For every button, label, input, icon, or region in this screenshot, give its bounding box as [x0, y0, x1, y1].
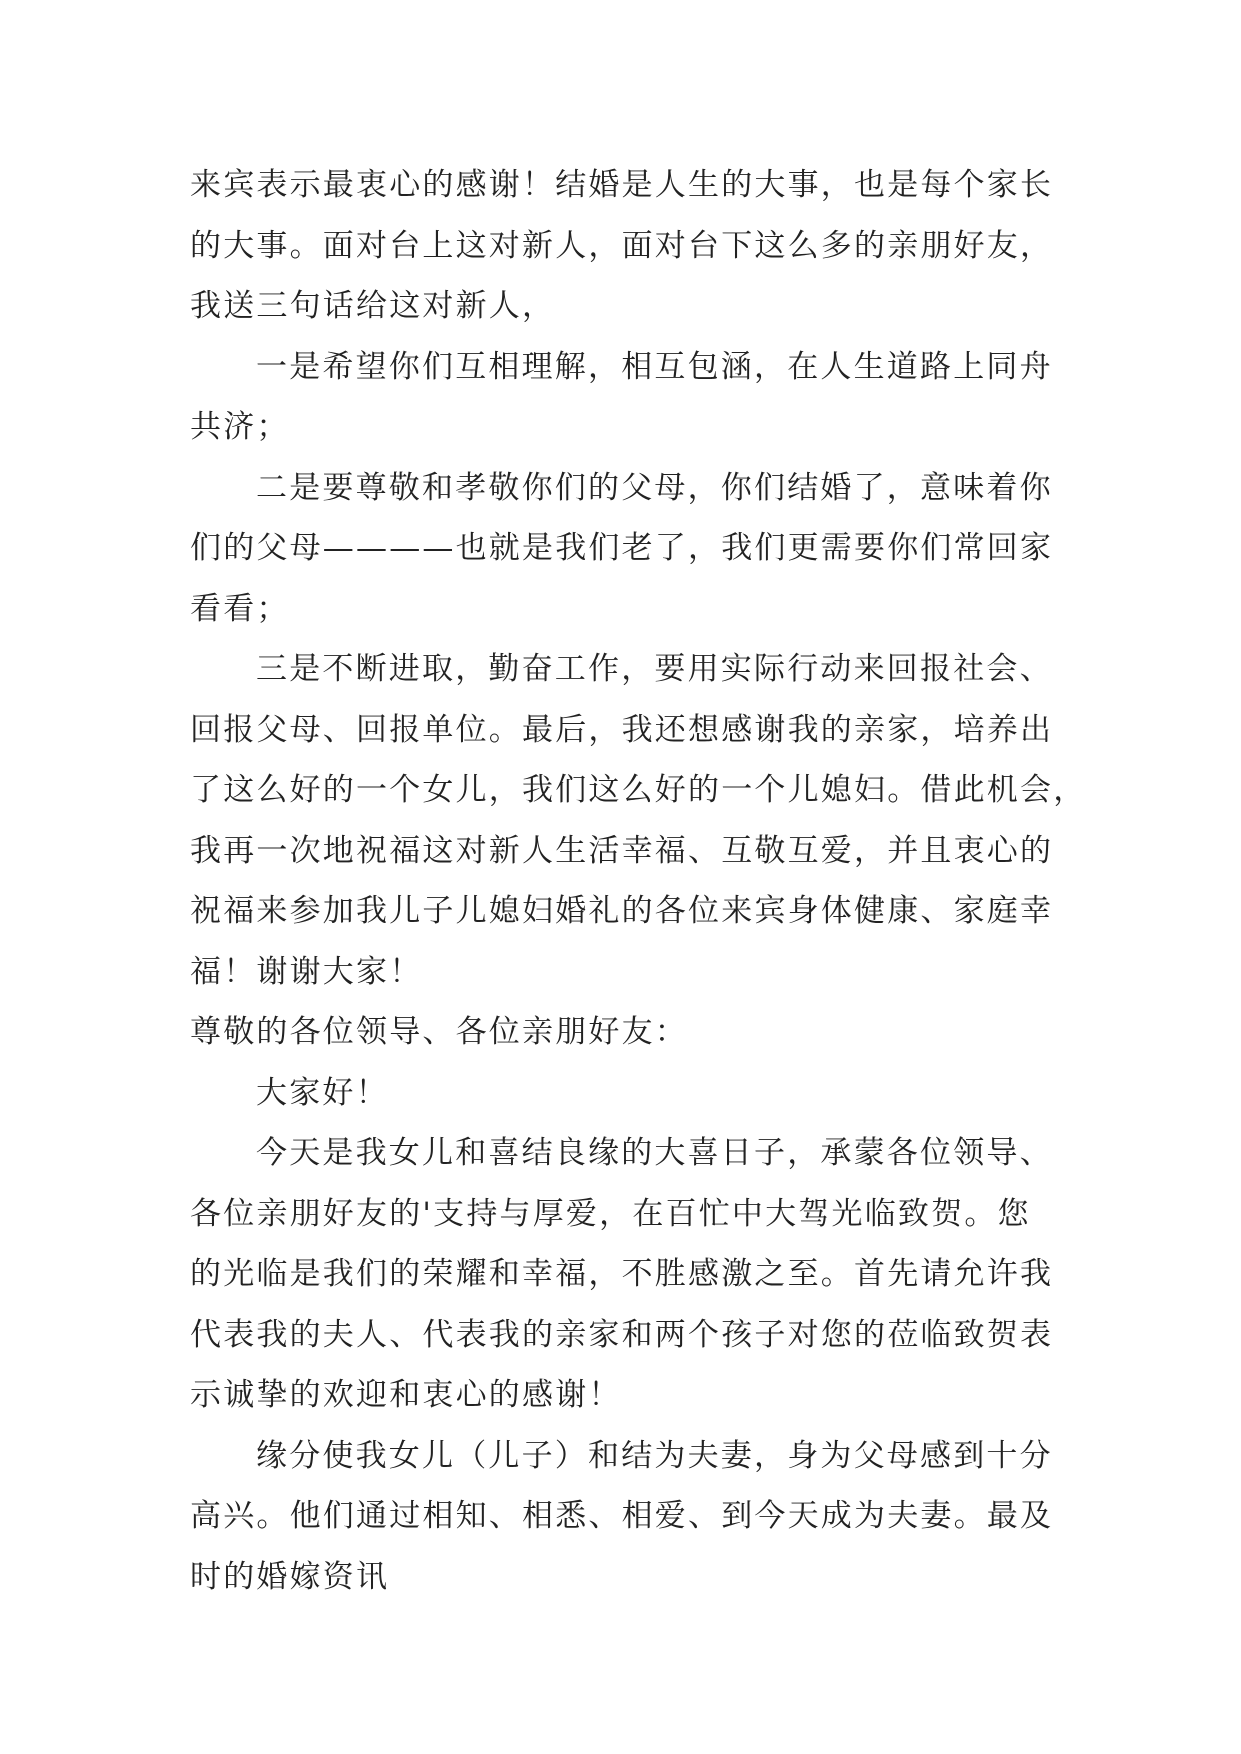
text-line: 共济； — [190, 409, 290, 445]
paragraph-thanks-continued — [190, 155, 1070, 337]
paragraph-fate — [190, 1426, 1070, 1608]
text-line: 高兴。他们通过相知、相悉、相爱、到今天成为夫妻。最及 — [190, 1498, 1054, 1534]
text-line: 缘分使我女儿（儿子）和结为夫妻，身为父母感到十分 — [256, 1437, 1053, 1474]
text-line: 一是希望你们互相理解，相互包涵，在人生道路上同舟 — [256, 348, 1053, 385]
text-line: 看看； — [190, 590, 290, 627]
paragraph-salutation — [190, 1002, 1070, 1063]
paragraph-wish-three — [190, 639, 1087, 1002]
text-line: 代表我的夫人、代表我的亲家和两个孩子对您的莅临致贺表 — [190, 1316, 1054, 1353]
text-line: 我送三句话给这对新人， — [190, 288, 556, 324]
text-line: 回报父母、回报单位。最后，我还想感谢我的亲家，培养出 — [190, 711, 1054, 748]
text-line: 们的父母————也就是我们老了，我们更需要你们常回家 — [190, 530, 1054, 566]
paragraph-greeting — [190, 1063, 1070, 1124]
text-line: 来宾表示最衷心的感谢！结婚是人生的大事，也是每个家长 — [190, 167, 1054, 203]
paragraph-wish-one — [190, 337, 1070, 458]
text-line: 三是不断进取，勤奋工作，要用实际行动来回报社会、 — [256, 651, 1053, 687]
paragraph-wish-two — [190, 458, 1070, 640]
text-line: 今天是我女儿和喜结良缘的大喜日子，承蒙各位领导、 — [256, 1135, 1053, 1171]
text-line: 时的婚嫁资讯 — [190, 1558, 390, 1595]
text-line: 祝福来参加我儿子儿媳妇婚礼的各位来宾身体健康、家庭幸 — [190, 893, 1054, 929]
document-body — [190, 155, 1087, 1607]
text-line: 各位亲朋好友的'支持与厚爱，在百忙中大驾光临致贺。您 — [190, 1195, 1031, 1232]
text-line: 了这么好的一个女儿，我们这么好的一个儿媳妇。借此机会， — [190, 772, 1087, 808]
text-line: 我再一次地祝福这对新人生活幸福、互敬互爱，并且衷心的 — [190, 832, 1054, 869]
text-line: 尊敬的各位领导、各位亲朋好友： — [190, 1014, 688, 1050]
text-line: 福！谢谢大家！ — [190, 953, 423, 990]
text-line: 的大事。面对台上这对新人，面对台下这么多的亲朋好友， — [190, 227, 1054, 264]
text-line: 二是要尊敬和孝敬你们的父母，你们结婚了，意味着你 — [256, 469, 1053, 506]
paragraph-welcome — [190, 1123, 1070, 1426]
text-line: 示诚挚的欢迎和衷心的感谢！ — [190, 1377, 622, 1413]
text-line: 大家好！ — [256, 1074, 389, 1111]
text-line: 的光临是我们的荣耀和幸福，不胜感激之至。首先请允许我 — [190, 1256, 1054, 1292]
